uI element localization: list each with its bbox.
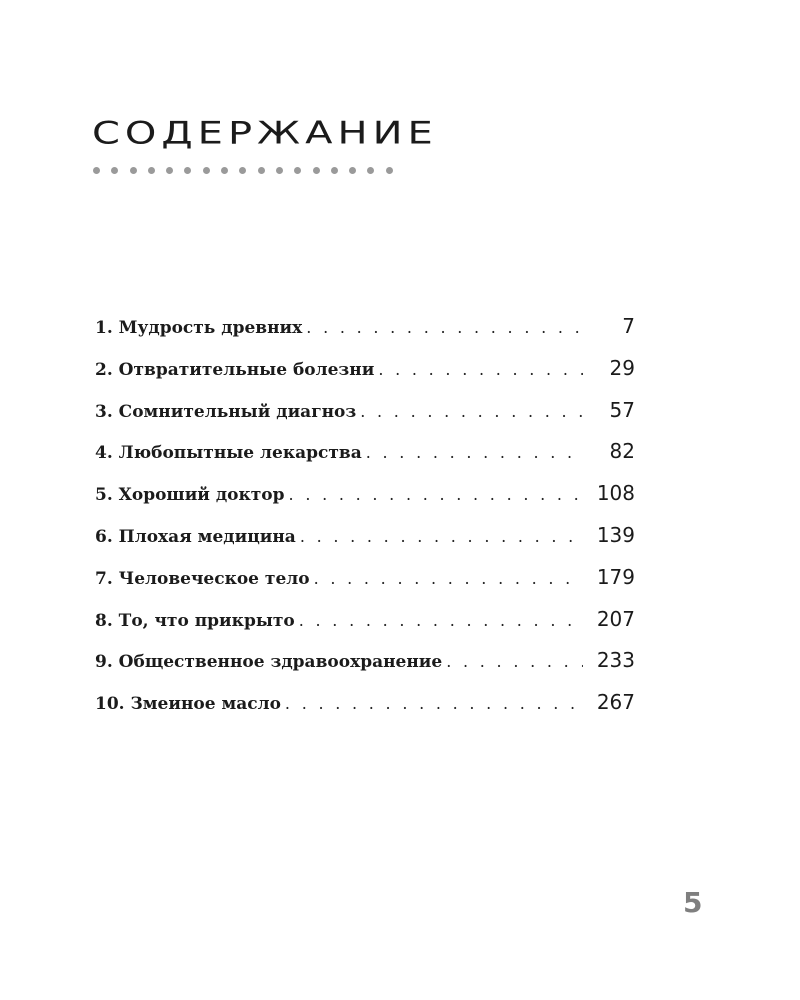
dot-leader [366, 443, 583, 462]
toc-entry[interactable] [95, 398, 635, 440]
toc-entry[interactable] [95, 481, 635, 523]
toc-entry-title: 3. Сомнительный диагноз [95, 401, 357, 422]
title-dotted-rule [93, 167, 393, 174]
page-number: 5 [683, 886, 703, 919]
toc-entry-page: 207 [596, 606, 635, 631]
toc-entry-title: 8. То, что прикрыто [95, 610, 295, 631]
dot-leader [306, 318, 583, 337]
toc-entry[interactable] [95, 439, 635, 481]
toc-entry-page: 233 [596, 648, 635, 673]
toc-entry-page: 267 [596, 690, 635, 715]
toc-entry-page: 82 [609, 439, 635, 464]
toc-entry-title: 4. Любопытные лекарства [95, 443, 362, 464]
dot-leader [378, 360, 583, 379]
toc-entry-page: 29 [609, 355, 635, 380]
toc-entry-page: 57 [609, 397, 635, 422]
toc-entry-title: 1. Мудрость древних [95, 318, 303, 338]
dot-leader [360, 402, 583, 421]
dot-leader [300, 527, 583, 546]
dot-leader [285, 694, 583, 713]
toc-entry[interactable] [95, 607, 635, 649]
toc-entry[interactable] [95, 523, 635, 565]
toc-entry[interactable] [95, 690, 635, 732]
toc-entry-title: 10. Змеиное масло [95, 694, 281, 715]
toc-entry[interactable] [95, 314, 635, 356]
toc-entry-page: 179 [596, 564, 635, 589]
toc-entry-title: 7. Человеческое тело [95, 568, 310, 589]
toc-entry-title: 5. Хороший доктор [95, 485, 285, 506]
toc-entry-title: 2. Отвратительные болезни [95, 359, 375, 380]
toc-entry-page: 139 [596, 522, 635, 547]
dot-leader [299, 611, 583, 630]
toc-entry[interactable] [95, 565, 635, 607]
toc-entry-title: 6. Плохая медицина [95, 526, 296, 547]
toc-entry-title: 9. Общественное здравоохранение [95, 652, 443, 673]
dot-leader [314, 569, 583, 588]
dot-leader [289, 485, 583, 504]
dot-leader [446, 652, 583, 671]
page-title: СОДЕРЖАНИЕ [92, 115, 438, 152]
toc-entry[interactable] [95, 648, 635, 690]
toc-entry-page: 108 [596, 481, 635, 506]
toc-entry[interactable] [95, 356, 635, 398]
table-of-contents [95, 314, 635, 732]
toc-entry-page: 7 [622, 314, 635, 338]
